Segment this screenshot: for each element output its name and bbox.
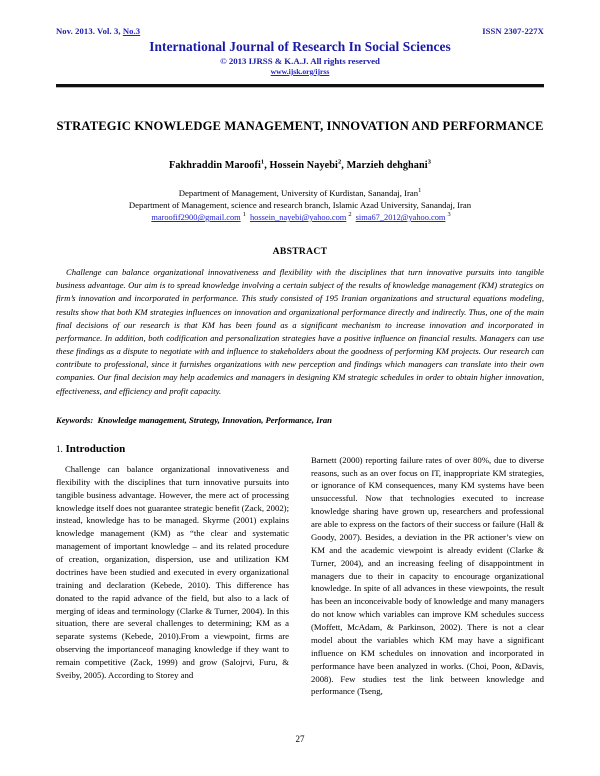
abstract-text: Challenge can balance organizational innovativeness and flexibility with the disciplines that turn innovative pursuits into tangible business advantage. Our aim is to spread knowledge involving a certain subject of the results of knowledge management (KM) strategics on firm’s innovation and incorporated in performance. This study consisted of 195 Iranian organizations and structural equations modeling, results show that both KM strategies influences on innovation and organizational performance directly and indirectly. Thus, one of the main final decisions of our research is that KM has been found as a significant mechanism to increase innovation and incorporated in performance. In addition, both codification and personalization strategies have a positive influence on financial results. Managers can use these findings as a dispute to negotiate with and influence to stakeholders about the goodness of performing KM projects. Our research can contribute to professional, since it furnishes organizations with new perception and findings which managers can translate into their own companies. Our final decision may help academics and managers in designing KM strategic schedules in order to obtain higher innovation, effectiveness, and efficiency and profit capacity. [56, 267, 544, 396]
section-number: 1. [56, 443, 63, 454]
keywords-line [56, 415, 544, 425]
keywords-values: Knowledge management, Strategy, Innovation, Performance, Iran [97, 414, 332, 425]
abstract-heading: ABSTRACT [272, 246, 328, 258]
paragraph-right: Barnett (2000) reporting failure rates of over 80%, due to diverse reasons, such as an over focus on IT, inappropriate KM strategies, or ignorance of KM consequences, many KM systems have been unsuccessful. Now that technologies executed to increase knowledge sharing have grown up, researchers and professional are able to express on the factors of their success or failure (Hall & Goody, 2007). Besides, a deviation in the PR actioner’s view on KM and the academic viewpoint is already evident (Clarke & Turner, 2004), and an increasing feeling of disappointment in managers due to their in capacity to encourage organizational knowledge. In spite of all advances in these viewpoints, the result has been an inconceivable body of knowledge and many managers do not know which variables can improve KM schedules success (Moffett, McAdam, & Parkinson, 2002). There is not a clear model about the variables which KM may have a significant influence on KM schedules on innovation and incorporated in performance have been analyzed in works. (Choi, Poon, &Davis, 2008). Few studies test the link between knowledge and performance (Tseng, [311, 454, 544, 697]
author-email-link[interactable]: sima67_2012@yahoo.com [355, 213, 446, 223]
affiliation-text: Department of Management, University of Kurdistan, Sanandaj, Iran [178, 187, 419, 198]
author-list: Fakhraddin Maroofi$^1$, Hossein Nayebi$^2$, Marzieh dehghani$^3$ [169, 158, 431, 171]
author-marker: 1 [260, 158, 265, 166]
author-entry [347, 160, 431, 171]
author-email-link[interactable]: maroofif2900@gmail.com [151, 213, 241, 223]
page-title: STRATEGIC KNOWLEDGE MANAGEMENT, INNOVATION AND PERFORMANCE [56, 119, 544, 133]
author-name: Hossein Nayebi [269, 159, 338, 171]
issue-number-link[interactable]: No.3 [122, 26, 141, 36]
column-right [311, 425, 544, 699]
journal-copyright: © 2013 IJRSS & K.A.J. All rights reserved [220, 56, 380, 66]
page-number: 27 [295, 734, 305, 744]
email-marker: 3 [447, 211, 451, 219]
masthead-top-row [56, 26, 544, 36]
email-marker: 1 [242, 211, 246, 219]
email-marker: 2 [348, 211, 352, 219]
email-list [56, 213, 544, 222]
journal-title: International Journal of Research In Social Sciences [149, 39, 451, 54]
author-marker: 3 [427, 158, 431, 166]
section-heading-introduction [56, 441, 289, 457]
affiliation-item [56, 187, 544, 200]
affiliation-item [56, 199, 544, 212]
journal-url[interactable] [56, 67, 544, 76]
affiliation-list [56, 187, 544, 222]
affiliation-text: Department of Management, science and research branch, Islamic Azad University, Sanandaj, Iran [128, 200, 472, 211]
journal-masthead [56, 0, 544, 88]
issn-label: ISSN 2307-227X [482, 26, 544, 36]
author-entry [270, 160, 342, 171]
author-entry [169, 160, 264, 171]
affiliation-marker: 1 [418, 186, 422, 194]
section-title: Introduction [65, 442, 126, 455]
author-name: Fakhraddin Maroofi [169, 159, 261, 171]
issue-date-volume: Nov. 2013. Vol. 3, [56, 26, 123, 36]
masthead-divider-shadow [56, 87, 544, 88]
body-columns [56, 425, 544, 699]
issue-info [56, 26, 140, 36]
column-left [56, 425, 289, 699]
journal-url-text[interactable]: www.ijsk.org/ijrss [270, 67, 330, 76]
author-name: Marzieh dehghani [346, 159, 428, 171]
author-email-link[interactable]: hossein_nayebi@yahoo.com [249, 213, 347, 223]
author-marker: 2 [337, 158, 342, 166]
paragraph-left: Challenge can balance organizational innovativeness and flexibility with the disciplines that turn innovative pursuits into tangible business advantage. However, the mere act of processing knowledge itself does not guarantee strategic benefit (Zack, 2002); instead, knowledge has to be managed. Skyrme (2001) explains knowledge management (KM) as “the clear and systematic management of important knowledge – and its related procedure of creation, organization, dispersion, use and utilization KM doctrines have been studied and executed in every organizational training and declaration (Kebede, 2010). This difference has donated to the rapid advance of the field, but also to a lack of merging of ideas and terminology (Clarke & Turner, 2004). In this situation, there are several challenges to determining; KM as a separate systems (Kebede, 2010).From a viewpoint, firms are observing the importanceof managing knowledge if they want to remain competitive (Zack, 1999) and grow (Salojrvi, Furu, & Sveiby, 2005). According to Storey and [56, 463, 289, 680]
keywords-label: Keywords: [56, 414, 94, 425]
column-right-spacer [311, 425, 544, 454]
